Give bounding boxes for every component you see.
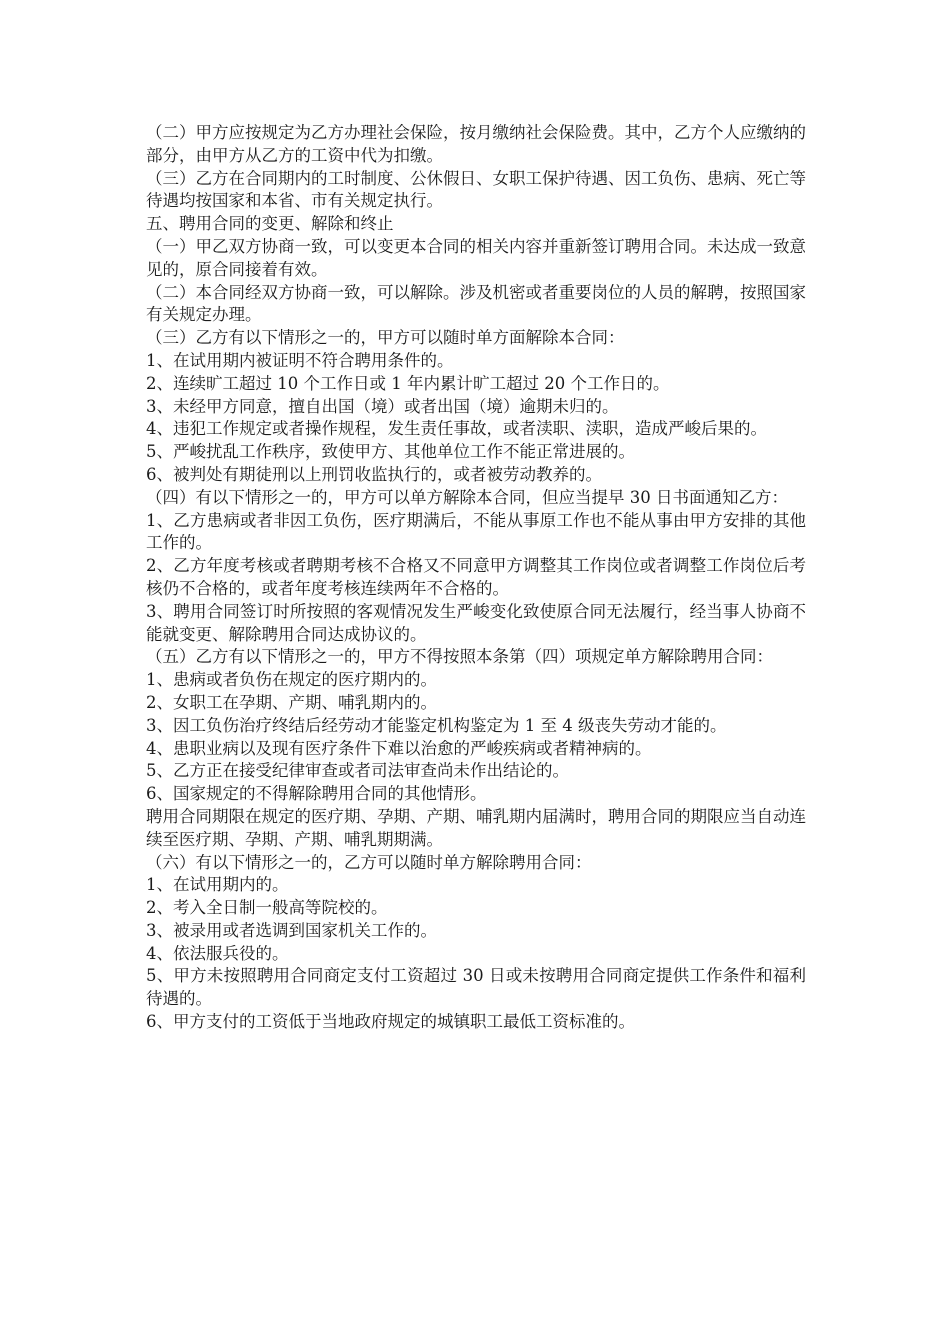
list-item: 5、乙方正在接受纪律审查或者司法审查尚未作出结论的。 [146,761,569,781]
list-item: 1、在试用期内的。 [146,875,289,895]
clause-5-6-employee-termination: （六）有以下情形之一的，乙方可以随时单方解除聘用合同： [146,852,592,872]
list-item: 6、甲方支付的工资低于当地政府规定的城镇职工最低工资标准的。 [146,1012,635,1032]
list-item: 3、被录用或者选调到国家机关工作的。 [146,920,437,940]
list-item: 2、连续旷工超过 10 个工作日或 1 年内累计旷工超过 20 个工作日的。 [146,373,670,393]
clause-5-4-notice-termination: （四）有以下情形之一的，甲方可以单方解除本合同，但应当提早 30 日书面通知乙方： [146,487,788,507]
clause-working-hours: （三）乙方在合同期内的工时制度、公休假日、女职工保护待遇、因工负伤、患病、死亡等待遇均按国家和本省、市有关规定执行。 [146,168,806,211]
list-item: 6、被判处有期徒刑以上刑罚收监执行的，或者被劳动教养的。 [146,464,602,484]
document-page [146,122,806,1034]
list-item: 2、乙方年度考核或者聘期考核不合格又不同意甲方调整其工作岗位或者调整工作岗位后考核仍不合格的，或者年度考核连续两年不合格的。 [146,556,806,598]
list-item: 2、女职工在孕期、产期、哺乳期内的。 [146,692,437,712]
list-item: 1、在试用期内被证明不符合聘用条件的。 [146,350,454,370]
list-item: 5、甲方未按照聘用合同商定支付工资超过 30 日或未按聘用合同商定提供工作条件和福利待遇的。 [146,966,806,1009]
list-item: 2、考入全日制一般高等院校的。 [146,898,388,918]
clause-5-5-prohibited-termination: （五）乙方有以下情形之一的，甲方不得按照本条第（四）项规定单方解除聘用合同： [146,647,773,667]
section-heading-five: 五、聘用合同的变更、解除和终止 [146,214,394,234]
list-item: 6、国家规定的不得解除聘用合同的其他情形。 [146,784,487,804]
clause-social-insurance: （二）甲方应按规定为乙方办理社会保险，按月缴纳社会保险费。其中，乙方个人应缴纳的部分，由甲方从乙方的工资中代为扣缴。 [146,123,806,165]
clause-5-3-immediate-termination: （三）乙方有以下情形之一的，甲方可以随时单方面解除本合同： [146,328,625,348]
list-item: 3、因工负伤治疗终结后经劳动才能鉴定机构鉴定为 1 至 4 级丧失劳动才能的。 [146,715,727,735]
list-item: 3、未经甲方同意，擅自出国（境）或者出国（境）逾期未归的。 [146,396,619,416]
clause-5-2-mutual-termination: （二）本合同经双方协商一致，可以解除。涉及机密或者重要岗位的人员的解聘，按照国家有关规定办理。 [146,282,806,325]
list-item: 4、依法服兵役的。 [146,943,289,963]
list-item: 5、严峻扰乱工作秩序，致使甲方、其他单位工作不能正常进展的。 [146,442,635,462]
list-item: 1、乙方患病或者非因工负伤，医疗期满后，不能从事原工作也不能从事由甲方安排的其他工作的。 [146,510,806,553]
clause-5-1-change: （一）甲乙双方协商一致，可以变更本合同的相关内容并重新签订聘用合同。未达成一致意见的，原合同接着有效。 [146,236,806,279]
clause-term-extension: 聘用合同期限在规定的医疗期、孕期、产期、哺乳期内届满时，聘用合同的期限应当自动连续至医疗期、孕期、产期、哺乳期期满。 [146,806,806,849]
list-item: 4、违犯工作规定或者操作规程，发生责任事故，或者渎职、渎职，造成严峻后果的。 [146,419,767,439]
list-item: 1、患病或者负伤在规定的医疗期内的。 [146,670,437,690]
list-item: 4、患职业病以及现有医疗条件下难以治愈的严峻疾病或者精神病的。 [146,738,652,758]
list-item: 3、聘用合同签订时所按照的客观情况发生严峻变化致使原合同无法履行，经当事人协商不能就变更、解除聘用合同达成协议的。 [146,601,806,644]
